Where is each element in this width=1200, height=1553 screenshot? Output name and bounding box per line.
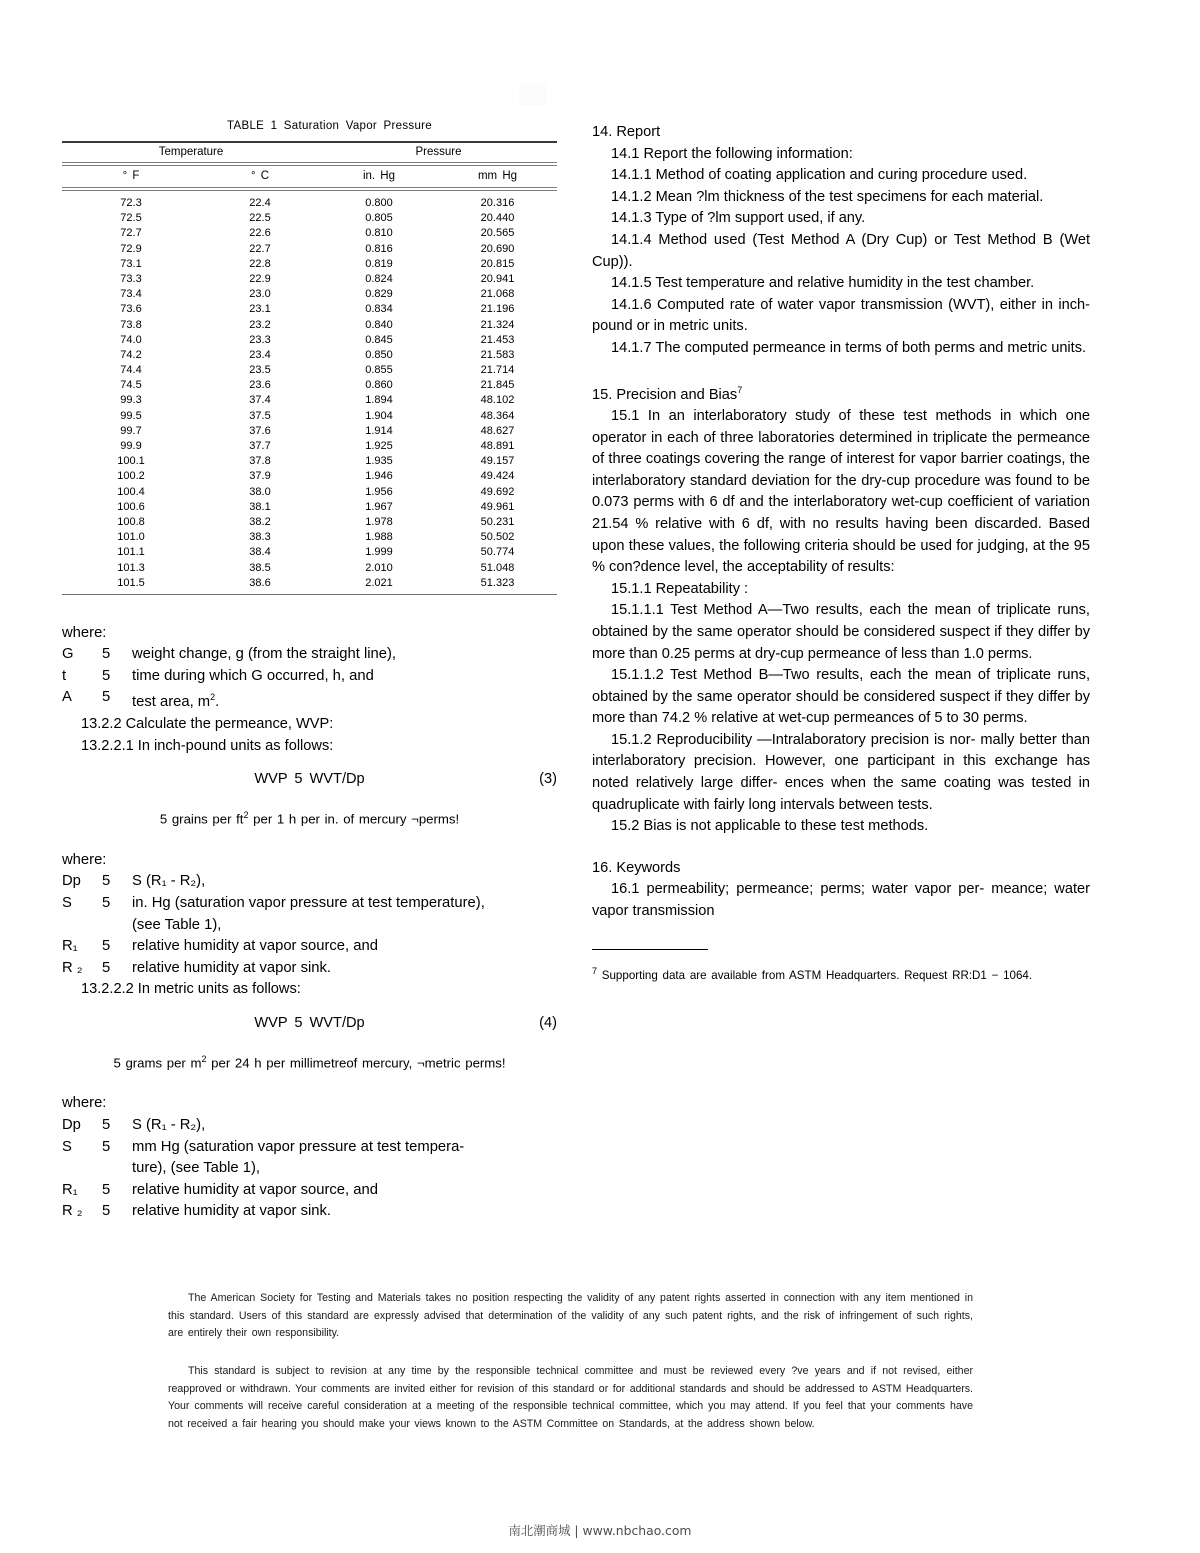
table-cell: 101.5 <box>117 576 145 589</box>
table-cell: 23.5 <box>249 364 271 377</box>
table-cell: 22.9 <box>249 272 271 285</box>
definition-symbol: S <box>62 894 72 911</box>
table-cell: 99.9 <box>120 440 142 452</box>
equation-3-note-a: 5 grains per ft <box>159 811 244 827</box>
legal-notice-patent-text: The American Society for Testing and Materials takes no position respecting the validity of any patent rights asserted in connection with any item mentioned in this standard. Users of this standard are expressly advised that determination of the validity of any such patent rights, and the risk of infringement of such rights, are entirely their own responsibility. <box>168 1292 973 1340</box>
equation-4 <box>62 1013 557 1035</box>
equation-3-note <box>62 805 557 830</box>
definition-list-1 <box>62 644 557 714</box>
table-cell: 49.157 <box>480 455 515 468</box>
table-cell: 99.7 <box>120 424 142 437</box>
definition-description-tail: . <box>215 694 220 711</box>
table-cell: 0.840 <box>365 318 393 331</box>
table-row <box>62 211 557 226</box>
table-cell: 0.829 <box>365 288 393 301</box>
table-cell: 73.3 <box>120 272 142 285</box>
table-row <box>62 408 557 423</box>
table-cell: 100.1 <box>117 455 145 468</box>
definition-description-text: test area, m <box>132 694 211 711</box>
equation-4-note-exponent: 2 <box>201 1053 207 1064</box>
group-header-pressure: Pressure <box>415 146 462 158</box>
definition-row <box>62 871 557 893</box>
table-cell: 20.440 <box>480 212 515 225</box>
site-watermark: 南北潮商城 | www.nbchao.com <box>508 1523 692 1538</box>
table-cell: 74.4 <box>120 364 142 377</box>
table-cell: 48.102 <box>480 394 515 407</box>
definition-equals: 5 <box>102 938 111 955</box>
equation-4-number: (4) <box>539 1014 557 1031</box>
saturation-vapor-pressure-table <box>62 141 557 595</box>
where-label-2: where: <box>62 851 107 868</box>
table-cell: 50.774 <box>480 546 515 559</box>
table-cell: 1.988 <box>365 531 393 544</box>
equation-4-note-a: 5 grams per m <box>113 1054 202 1070</box>
definition-description <box>132 687 557 714</box>
table-row <box>62 575 557 594</box>
definition-row <box>62 1137 557 1159</box>
table-cell: 38.4 <box>249 546 271 559</box>
paragraph-15-1-2: 15.1.2 Reproducibility —Intralaboratory precision is nor- mally better than interlaboratory precision. However, one participant in this exchange has noted relatively large differ- ences when the same coating was tested in quadruplicate with fairly long intervals between tests. <box>592 731 1090 813</box>
spacer <box>62 1073 557 1093</box>
table-cell: 72.5 <box>120 212 142 225</box>
equation-4-note-b: per 24 h per millimetreof mercury, ¬metric perms! <box>206 1054 506 1070</box>
table-cell: 1.894 <box>365 394 393 407</box>
definition-description-continued: (see Table 1), <box>132 916 222 933</box>
definition-row-continuation <box>62 915 557 937</box>
where-label-3: where: <box>62 1095 107 1112</box>
table-cell: 73.6 <box>120 303 142 316</box>
table-cell: 1.914 <box>365 424 393 437</box>
table-cell: 21.453 <box>480 333 515 346</box>
table-cell: 20.690 <box>480 242 515 255</box>
definition-description: time during which G occurred, h, and <box>132 667 374 684</box>
definition-spacer <box>62 1158 132 1180</box>
group-header-temperature: Temperature <box>158 146 224 158</box>
section-heading-15-text: 15. Precision and Bias <box>592 386 738 403</box>
spacer <box>62 595 557 623</box>
table-cell: 100.4 <box>117 485 145 498</box>
table-cell: 0.810 <box>365 227 393 240</box>
table-cell: 101.1 <box>117 546 145 559</box>
definition-description-continued: ture), (see Table 1), <box>132 1160 261 1177</box>
table-cell: 48.364 <box>480 409 515 422</box>
definition-symbol: R₁ <box>62 938 78 955</box>
table-cell: 37.8 <box>249 455 271 468</box>
legal-notice-revision-text: This standard is subject to revision at any time by the responsible technical committee and must be reviewed every ?ve years and if not revised, either reapproved or withdrawn. Your comments are invited either for revision of this standard or for additional standards and should be addressed to ASTM Headquarters. Your comments will receive careful consideration at a meeting of the responsible technical committee, which you may attend. If you feel that your comments have not received a fair hearing you should make your views known to the ASTM Committee on Standards, at the address shown below. <box>168 1365 973 1430</box>
table-cell: 99.3 <box>120 394 142 407</box>
table-cell: 49.961 <box>480 500 515 513</box>
table-row <box>62 378 557 393</box>
table-row <box>62 347 557 362</box>
table-cell: 23.2 <box>249 318 271 331</box>
definition-equals: 5 <box>102 1203 111 1220</box>
table-row <box>62 545 557 560</box>
table-cell: 21.583 <box>480 348 515 361</box>
table-cell: 1.904 <box>365 409 393 422</box>
table-cell: 0.800 <box>365 197 393 209</box>
table-cell: 1.935 <box>365 455 393 468</box>
paragraph-15-1-1-2: 15.1.1.2 Test Method B—Two results, each the mean of triplicate runs, obtained by the same operator should be considered suspect if they differ by more than 74.2 % relative at wet-cup permeances of 5 to 30 perms. <box>592 667 1090 727</box>
table-row <box>62 287 557 302</box>
equation-3-number: (3) <box>539 771 557 788</box>
definition-description: relative humidity at vapor source, and <box>132 1181 378 1198</box>
table-cell: 37.4 <box>249 394 271 407</box>
table-cell: 50.502 <box>480 531 515 544</box>
table-cell: 37.5 <box>249 409 271 422</box>
definition-description: S (R₁ - R₂), <box>132 1117 206 1134</box>
where-label-1: where: <box>62 624 107 641</box>
equation-3 <box>62 769 557 791</box>
footnote-separator-rule <box>592 949 708 950</box>
equation-3-note-b: per 1 h per in. of mercury ¬perms! <box>248 811 460 827</box>
table-row <box>62 560 557 575</box>
table-cell: 0.834 <box>365 303 393 316</box>
table-row <box>62 226 557 241</box>
table-row <box>62 423 557 438</box>
table-cell: 1.967 <box>365 500 393 513</box>
legal-notice-patent <box>168 1290 973 1343</box>
table-cell: 1.956 <box>365 485 393 498</box>
footnote-text: Supporting data are available from ASTM Headquarters. Request RR:D1 − 1064. <box>597 968 1033 982</box>
definition-description: relative humidity at vapor sink. <box>132 959 332 976</box>
section-heading-14: 14. Report <box>592 124 661 140</box>
table-cell: 38.0 <box>249 485 271 498</box>
column-header-mmhg: mm Hg <box>477 170 518 182</box>
table-cell: 1.978 <box>365 515 393 528</box>
table-row <box>62 362 557 377</box>
table-row <box>62 469 557 484</box>
definition-row <box>62 644 557 666</box>
table-row <box>62 438 557 453</box>
table-cell: 74.0 <box>120 333 142 346</box>
table-cell: 99.5 <box>120 409 142 422</box>
scan-artifact <box>519 84 547 106</box>
definition-description: relative humidity at vapor source, and <box>132 938 378 955</box>
table-cell: 20.316 <box>480 197 515 209</box>
table-row <box>62 530 557 545</box>
definition-description: mm Hg (saturation vapor pressure at test tempera- <box>132 1138 465 1155</box>
definition-symbol: S <box>62 1138 72 1155</box>
table-cell: 48.891 <box>480 440 515 452</box>
table-cell: 21.196 <box>480 303 515 316</box>
equation-4-note <box>62 1049 557 1074</box>
definition-description: weight change, g (from the straight line), <box>132 646 397 663</box>
table-cell: 101.3 <box>117 561 145 574</box>
paragraph-15-1-1-1: 15.1.1.1 Test Method A—Two results, each the mean of triplicate runs, obtained by the same operator should be considered suspect if they differ by more than 0.25 perms at dry-cup permeance of less than 1.0 perms. <box>592 602 1090 662</box>
table-cell: 49.424 <box>480 470 515 483</box>
definition-equals: 5 <box>102 873 111 890</box>
table-cell: 1.925 <box>365 440 393 452</box>
definition-symbol: R ₂ <box>62 1203 83 1220</box>
table-cell: 72.3 <box>120 197 142 209</box>
table-cell: 73.1 <box>120 257 142 270</box>
definition-row <box>62 666 557 688</box>
table-cell: 23.0 <box>249 288 271 301</box>
definition-description: S (R₁ - R₂), <box>132 873 206 890</box>
table-cell: 22.4 <box>249 197 271 209</box>
table-cell: 50.231 <box>480 515 515 528</box>
table-row <box>62 332 557 347</box>
definition-symbol: G <box>62 646 74 663</box>
definition-row <box>62 1115 557 1137</box>
paragraph-14-1-2: 14.1.2 Mean ?lm thickness of the test specimens for each material. <box>611 188 1044 205</box>
table-cell: 38.3 <box>249 531 271 544</box>
table-cell: 22.8 <box>249 257 271 270</box>
paragraph-14-1-1: 14.1.1 Method of coating application and curing procedure used. <box>611 167 1028 184</box>
table-cell: 23.3 <box>249 333 271 346</box>
table-cell: 2.021 <box>365 576 393 589</box>
spacer <box>62 830 557 850</box>
table-group-header-row <box>62 143 557 163</box>
paragraph-14-1-5: 14.1.5 Test temperature and relative humidity in the test chamber. <box>611 275 1035 292</box>
definition-row <box>62 893 557 915</box>
right-column <box>592 122 1090 984</box>
equation-3-note-exponent: 2 <box>243 809 249 820</box>
equation-4-body: WVP 5 WVT/Dp <box>254 1014 365 1031</box>
table-cell: 100.2 <box>117 470 145 483</box>
table-cell: 23.1 <box>249 303 271 316</box>
table-cell: 38.2 <box>249 515 271 528</box>
definition-description: in. Hg (saturation vapor pressure at test temperature), <box>132 894 485 911</box>
table-cell: 73.8 <box>120 318 142 331</box>
table-cell: 1.999 <box>365 546 393 559</box>
table-cell: 1.946 <box>365 470 393 483</box>
table-row <box>62 317 557 332</box>
table-cell: 21.714 <box>480 364 515 377</box>
table-row <box>62 191 557 211</box>
table-row <box>62 256 557 271</box>
column-header-fahrenheit: ° F <box>122 170 140 182</box>
table-cell: 21.068 <box>480 288 515 301</box>
table-row <box>62 454 557 469</box>
table-cell: 0.850 <box>365 348 393 361</box>
table-row <box>62 241 557 256</box>
table-cell: 0.855 <box>365 364 393 377</box>
footnote-number: 7 <box>592 965 598 976</box>
definition-equals: 5 <box>102 646 111 663</box>
definition-row <box>62 958 557 980</box>
footnote-marker-7: 7 <box>737 384 743 395</box>
table-cell: 100.8 <box>117 515 145 528</box>
table-cell: 20.815 <box>480 257 515 270</box>
definition-symbol: R ₂ <box>62 959 83 976</box>
table-cell: 72.7 <box>120 227 142 240</box>
equation-3-body: WVP 5 WVT/Dp <box>254 771 365 788</box>
table-row <box>62 499 557 514</box>
table-row <box>62 484 557 499</box>
paragraph-14-1-3: 14.1.3 Type of ?lm support used, if any. <box>611 210 866 227</box>
table-cell: 0.845 <box>365 333 393 346</box>
definition-list-2 <box>62 871 557 979</box>
definition-symbol: Dp <box>62 1117 81 1134</box>
footnote-7 <box>592 963 1090 984</box>
table-row <box>62 393 557 408</box>
table-cell: 23.6 <box>249 379 271 392</box>
paragraph-13-2-2: 13.2.2 Calculate the permeance, WVP: <box>81 715 334 732</box>
table-row <box>62 271 557 286</box>
table-cell: 48.627 <box>480 424 515 437</box>
definition-spacer <box>62 915 132 937</box>
table-cell: 20.565 <box>480 227 515 240</box>
definition-row <box>62 687 557 714</box>
table-cell: 0.816 <box>365 242 393 255</box>
table-cell: 38.1 <box>249 500 271 513</box>
table-cell: 37.6 <box>249 424 271 437</box>
table-cell: 2.010 <box>365 561 393 574</box>
table-cell: 22.7 <box>249 242 271 255</box>
table-cell: 37.9 <box>249 470 271 483</box>
column-header-celsius: ° C <box>250 170 270 182</box>
paragraph-14-1-4: 14.1.4 Method used (Test Method A (Dry Cup) or Test Method B (Wet Cup)). <box>592 231 1090 270</box>
definition-exponent: 2 <box>210 692 216 703</box>
definition-equals: 5 <box>102 667 111 684</box>
table-unit-header-row <box>62 166 557 188</box>
table-cell: 0.860 <box>365 379 393 392</box>
table-caption: TABLE 1 Saturation Vapor Pressure <box>227 120 432 132</box>
table-cell: 72.9 <box>120 242 142 255</box>
paragraph-14-1: 14.1 Report the following information: <box>611 145 853 162</box>
definition-row-continuation <box>62 1158 557 1180</box>
paragraph-13-2-2-2: 13.2.2.2 In metric units as follows: <box>81 981 301 998</box>
definition-symbol: A <box>62 689 72 706</box>
definition-equals: 5 <box>102 1181 111 1198</box>
definition-row <box>62 1201 557 1223</box>
table-cell: 20.941 <box>480 272 515 285</box>
spacer <box>592 360 1090 380</box>
table-cell: 38.6 <box>249 576 271 589</box>
table-cell: 0.819 <box>365 257 393 270</box>
table-cell: 23.4 <box>249 348 271 361</box>
definition-equals: 5 <box>102 689 111 706</box>
definition-symbol: R₁ <box>62 1181 78 1198</box>
paragraph-15-2: 15.2 Bias is not applicable to these test methods. <box>611 818 929 835</box>
table-cell: 0.824 <box>365 272 393 285</box>
section-heading-15 <box>592 380 1090 406</box>
column-header-inhg: in. Hg <box>362 170 396 182</box>
paragraph-14-1-7: 14.1.7 The computed permeance in terms of both perms and metric units. <box>611 339 1087 356</box>
left-column <box>62 120 557 1223</box>
paragraph-15-1-1: 15.1.1 Repeatability : <box>611 580 749 597</box>
legal-notice-revision <box>168 1363 973 1433</box>
definition-row <box>62 1180 557 1202</box>
paragraph-15-1: 15.1 In an interlaboratory study of these test methods in which one operator in each of three laboratories determined in triplicate the permeance of three coatings covering the range of interest for vapor barrier coatings, the interlaboratory standard deviation for the dry-cup procedure was found to be 0.073 perms with 6 df and the interlaboratory wet-cup coefficient of variation 21.54 % relative with 6 df, with no results having been discarded. Based upon these values, the following criteria should be used for judging, at the 95 % con?dence level, the acceptability of results: <box>592 407 1090 576</box>
table-row <box>62 302 557 317</box>
definition-equals: 5 <box>102 959 111 976</box>
table-cell: 51.323 <box>480 576 515 589</box>
table-cell: 100.6 <box>117 500 145 513</box>
table-cell: 38.5 <box>249 561 271 574</box>
definition-equals: 5 <box>102 1138 111 1155</box>
table-cell: 74.2 <box>120 348 142 361</box>
spacer <box>592 838 1090 858</box>
paragraph-16-1: 16.1 permeability; permeance; perms; water vapor per- meance; water vapor transmission <box>592 881 1090 920</box>
definition-equals: 5 <box>102 1117 111 1134</box>
definition-row <box>62 936 557 958</box>
table-cell: 22.6 <box>249 227 271 240</box>
table-row <box>62 514 557 529</box>
definition-description: relative humidity at vapor sink. <box>132 1203 332 1220</box>
table-cell: 21.324 <box>480 318 515 331</box>
table-cell: 0.805 <box>365 212 393 225</box>
table-cell: 49.692 <box>480 485 515 498</box>
paragraph-14-1-6: 14.1.6 Computed rate of water vapor transmission (WVT), either in inch-pound or in metric units. <box>592 296 1090 335</box>
table-cell: 21.845 <box>480 379 515 392</box>
table-cell: 37.7 <box>249 440 271 452</box>
table-cell: 51.048 <box>480 561 515 574</box>
table-cell: 73.4 <box>120 288 142 301</box>
table-cell: 101.0 <box>117 531 145 544</box>
definition-symbol: Dp <box>62 873 81 890</box>
table-cell: 22.5 <box>249 212 271 225</box>
definition-list-3 <box>62 1115 557 1223</box>
definition-equals: 5 <box>102 894 111 911</box>
paragraph-13-2-2-1: 13.2.2.1 In inch-pound units as follows: <box>81 737 334 754</box>
section-heading-16: 16. Keywords <box>592 859 681 876</box>
table-cell: 74.5 <box>120 379 142 392</box>
definition-symbol: t <box>62 667 67 684</box>
